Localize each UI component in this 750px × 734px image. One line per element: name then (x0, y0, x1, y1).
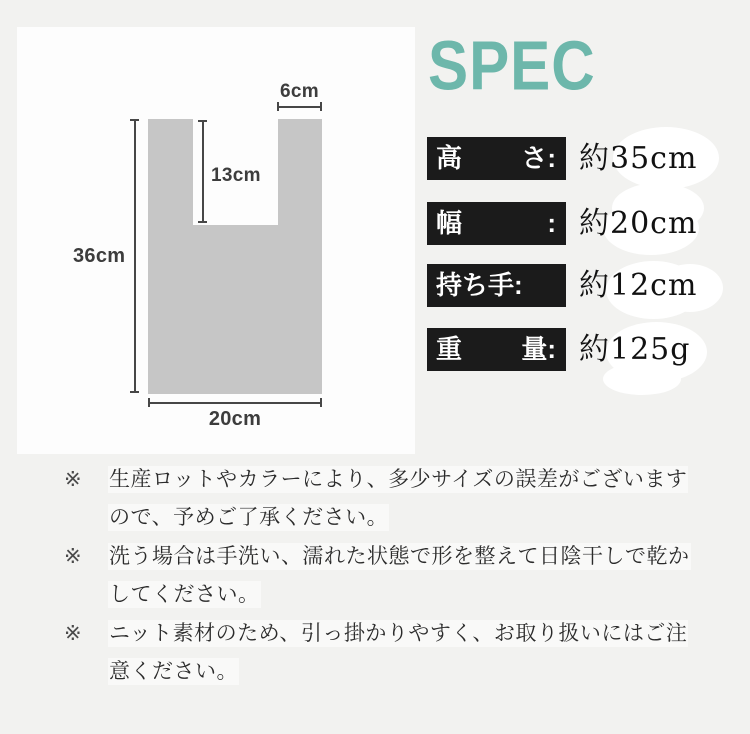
note-knit-material (64, 615, 724, 691)
note-text (108, 538, 724, 614)
note-washing (64, 538, 724, 614)
note-text (108, 615, 724, 691)
spec-label-text: 持ち手: (436, 270, 523, 300)
note-line: してください。 (109, 583, 260, 606)
spec-label-text: さ: (521, 143, 556, 173)
measure-line-height (130, 119, 139, 393)
note-size-tolerance (64, 461, 724, 537)
spec-label-handle (427, 264, 566, 307)
measure-line-bottom-width (148, 398, 322, 407)
spec-label-text: 重 (436, 334, 463, 364)
spec-heading: SPEC (428, 26, 596, 105)
note-line: ニット素材のため、引っ掛かりやすく、お取り扱いにはご注 (109, 622, 688, 645)
note-text (108, 461, 724, 537)
note-marker: ※ (64, 622, 82, 645)
notes-section (64, 461, 724, 692)
spec-label-weight (427, 328, 566, 371)
spec-value-handle: 約12cm (579, 268, 698, 303)
note-line: 生産ロットやカラーにより、多少サイズの誤差がございます (109, 468, 688, 491)
measure-line-handle-width (277, 102, 322, 111)
spec-label-width (427, 202, 566, 245)
note-line: ので、予めご了承ください。 (109, 506, 389, 529)
note-marker: ※ (64, 545, 82, 568)
dim-label-handle-width: 6cm (280, 81, 319, 102)
dim-label-width: 20cm (208, 408, 262, 430)
note-marker: ※ (64, 468, 82, 491)
spec-label-text: : (547, 208, 556, 238)
spec-value-width: 約20cm (579, 206, 698, 241)
spec-value-height: 約35cm (579, 141, 698, 176)
spec-label-text: 高 (436, 143, 463, 173)
spec-label-text: 量: (521, 334, 556, 364)
spec-label-text: 幅 (436, 208, 463, 238)
note-line: 意ください。 (109, 660, 238, 683)
diagram-panel (17, 27, 415, 454)
dim-label-handle-depth: 13cm (211, 165, 261, 186)
spec-label-height (427, 137, 566, 180)
measure-line-handle-depth (198, 120, 207, 223)
dim-label-height: 36cm (73, 245, 126, 267)
spec-value-weight: 約125g (579, 332, 691, 367)
note-line: 洗う場合は手洗い、濡れた状態で形を整えて日陰干しで乾か (109, 545, 690, 568)
